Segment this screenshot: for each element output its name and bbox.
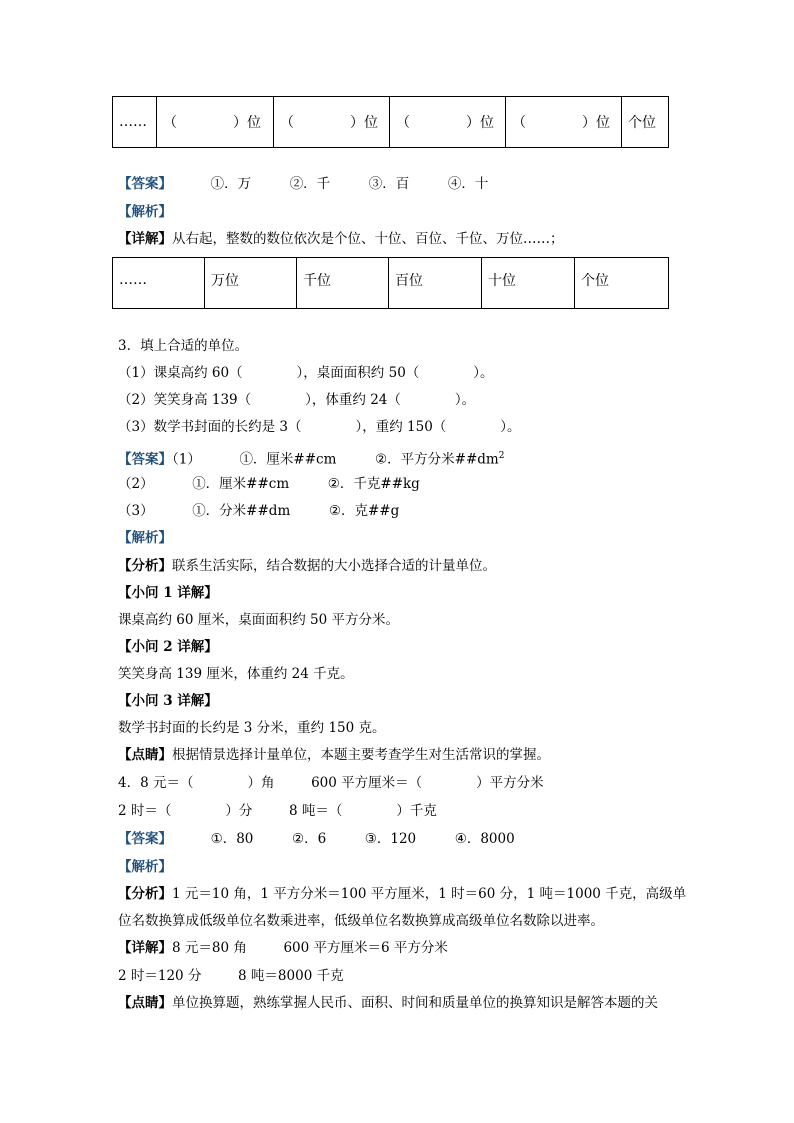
fenxi-text: 联系生活实际，结合数据的大小选择合适的计量单位。: [172, 558, 496, 574]
fenxi-text: 1 元＝10 角，1 平方分米＝100 平方厘米，1 时＝60 分，1 吨＝1000 千克，高级单: [172, 886, 687, 902]
analysis-tag: 【解析】: [118, 530, 172, 546]
detail-text: 从右起，整数的数位依次是个位、十位、百位、千位、万位……；: [172, 231, 564, 247]
q2-detail-line: [118, 229, 564, 249]
table-cell: 万位: [205, 258, 297, 309]
q3-dianjing-line: [118, 745, 550, 765]
dianjing-text: 单位换算题，熟练掌握人民币、面积、时间和质量单位的换算知识是解答本题的关: [172, 995, 658, 1011]
q2-answer-line: [118, 174, 488, 194]
table-cell: ……: [113, 258, 205, 309]
table-cell: ……: [113, 97, 157, 148]
answer-item: ②．6: [291, 831, 327, 847]
detail-text: 2 时＝120 分: [118, 968, 202, 984]
q3-answer-line-3: [118, 501, 399, 521]
sub-question-1-text: 课桌高约 60 厘米，桌面面积约 50 平方分米。: [118, 612, 400, 628]
analysis-tag: 【解析】: [118, 204, 172, 220]
analysis-tag: 【解析】: [118, 859, 172, 875]
table-cell: 个位: [575, 258, 669, 309]
q4-detail-line-1: [118, 938, 448, 958]
sub-question-1-tag: 【小问 1 详解】: [118, 585, 218, 601]
answer-item: ①．万: [210, 176, 252, 192]
detail-tag: 【详解】: [118, 940, 172, 956]
table-cell: （ ）位: [390, 97, 506, 148]
superscript: 2: [498, 451, 505, 461]
table-cell: 个位: [622, 97, 669, 148]
table-cell: 十位: [482, 258, 575, 309]
q3-fenxi-line: [118, 556, 496, 576]
answer-item: ①．80: [210, 831, 254, 847]
place-value-table: [112, 257, 669, 309]
answer-tag: 【答案】: [118, 176, 172, 192]
table-cell: （ ）位: [506, 97, 622, 148]
q4-fenxi-line-2: 位名数换算成低级单位名数乘进率，低级单位名数换算成高级单位名数除以进率。: [118, 913, 604, 929]
q3-answer-line-1: [118, 446, 504, 470]
answer-item: ②．千: [289, 176, 331, 192]
q3-answer-line-2: [118, 474, 420, 494]
sub-question-3-text: 数学书封面的长约是 3 分米，重约 150 克。: [118, 720, 386, 736]
q3-title: 3．填上合适的单位。: [118, 338, 249, 354]
answer-item: ②．克##g: [328, 503, 400, 519]
detail-text: 8 吨＝8000 千克: [238, 968, 344, 984]
answer-lead: （1）: [172, 451, 201, 468]
q4-answer-line: [118, 829, 515, 849]
answer-item: ①．厘米##cm: [192, 476, 290, 492]
sub-question-3-tag: 【小问 3 详解】: [118, 693, 218, 709]
answer-item: ③．百: [368, 176, 410, 192]
q4-item: 600 平方厘米＝（ ）平方分米: [311, 775, 544, 791]
sub-question-2-tag: 【小问 2 详解】: [118, 639, 218, 655]
q4-detail-line-2: [118, 966, 344, 986]
detail-text: 600 平方厘米＝6 平方分米: [283, 940, 448, 956]
answer-item: ②．千克##kg: [327, 476, 420, 492]
answer-item: ③．120: [364, 831, 417, 847]
q4-line-1: [118, 773, 544, 793]
q3-item-3: （3）数学书封面的长约是 3（ ），重约 150（ ）。: [118, 419, 521, 435]
q4-item: 2 时＝（ ）分: [118, 803, 253, 819]
dianjing-tag: 【点睛】: [118, 995, 172, 1011]
q3-item-1: （1）课桌高约 60（ ），桌面面积约 50（ ）。: [118, 365, 494, 381]
q4-line-2: [118, 801, 437, 821]
answer-item: ①．厘米##cm: [239, 451, 337, 468]
answer-item: ②．平方分米##dm: [375, 451, 499, 468]
table-cell: （ ）位: [274, 97, 390, 148]
fenxi-tag: 【分析】: [118, 558, 172, 574]
fenxi-tag: 【分析】: [118, 886, 172, 902]
q4-dianjing-line: [118, 993, 658, 1013]
table-cell: 百位: [389, 258, 482, 309]
detail-tag: 【详解】: [118, 231, 172, 247]
q4-fenxi-line-1: [118, 884, 686, 904]
answer-lead: （3）: [118, 503, 154, 519]
q4-item: 4．8 元＝（ ）角: [118, 775, 275, 791]
answer-item: ④．8000: [454, 831, 515, 847]
answer-item: ④．十: [447, 176, 489, 192]
table-cell: 千位: [297, 258, 389, 309]
dianjing-tag: 【点睛】: [118, 747, 172, 763]
answer-lead: （2）: [118, 476, 154, 492]
q4-item: 8 吨＝（ ）千克: [288, 803, 437, 819]
q3-item-2: （2）笑笑身高 139（ ），体重约 24（ ）。: [118, 392, 476, 408]
detail-text: 8 元＝80 角: [172, 940, 247, 956]
place-value-blank-table: [112, 96, 669, 148]
sub-question-2-text: 笑笑身高 139 厘米，体重约 24 千克。: [118, 666, 354, 682]
answer-tag: 【答案】: [118, 451, 172, 468]
dianjing-text: 根据情景选择计量单位，本题主要考查学生对生活常识的掌握。: [172, 747, 550, 763]
table-cell: （ ）位: [157, 97, 274, 148]
answer-item: ①．分米##dm: [192, 503, 291, 519]
answer-tag: 【答案】: [118, 831, 172, 847]
